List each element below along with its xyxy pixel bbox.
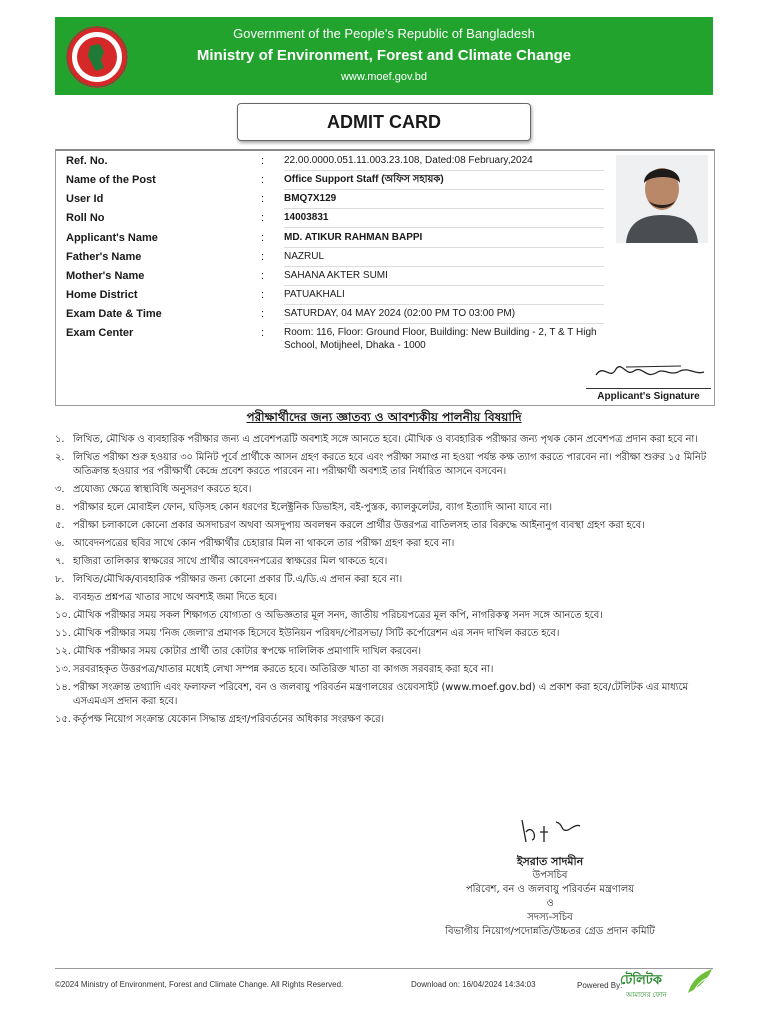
colon: : bbox=[261, 270, 265, 282]
rules-heading: পরীক্ষার্থীদের জন্য জ্ঞাতব্য ও আবশ্যকীয় পালনীয় বিষয়াদি bbox=[246, 410, 522, 424]
info-value: SATURDAY, 04 MAY 2024 (02:00 PM TO 03:00 PM) bbox=[284, 307, 604, 324]
rule-number: ৯. bbox=[55, 592, 65, 603]
info-label: Applicant's Name bbox=[66, 232, 158, 244]
rule-text: প্রযোজ্য ক্ষেত্রে স্বাস্থ্যবিধি অনুসরণ করতে হবে। bbox=[73, 484, 252, 495]
info-value: PATUAKHALI bbox=[284, 288, 604, 305]
info-row-home-district bbox=[56, 285, 609, 304]
officer-name: ইসরাত সাদমীন bbox=[516, 855, 584, 868]
teletalk-leaf-icon bbox=[686, 965, 714, 995]
footer-download-time: Download on: 16/04/2024 14:34:03 bbox=[411, 980, 536, 989]
rule-item bbox=[55, 713, 717, 727]
rule-text: মৌখিক পরীক্ষার সময় কোটার প্রার্থী তার কোটার স্বপক্ষে দালিলিক প্রমাণাদি দাখিল করবেন। bbox=[73, 646, 421, 657]
info-row-ref-no bbox=[56, 151, 609, 170]
rules-list bbox=[55, 433, 717, 731]
rule-text: পরীক্ষা সংক্রান্ত তথ্যাদি এবং ফলাফল পরিবেশ, বন ও জলবায়ু পরিবর্তন মন্ত্রণালয়ের ওয়েবসাইট (www.moef.gov.bd) এ প্রকাশ করা হবে/টেলিটক এর মাধ্যমে এসএমএস প্রদান করা হবে। bbox=[73, 682, 688, 707]
rule-number: ১০. bbox=[55, 610, 71, 621]
info-row-post bbox=[56, 170, 609, 189]
info-value: 14003831 bbox=[284, 211, 604, 228]
colon: : bbox=[261, 193, 265, 205]
rule-item bbox=[55, 555, 717, 569]
info-row-user-id bbox=[56, 189, 609, 208]
officer-role: সদস্য-সচিব bbox=[527, 912, 573, 923]
officer-ministry: পরিবেশ, বন ও জলবায়ু পরিবর্তন মন্ত্রণালয় bbox=[465, 884, 635, 895]
rule-number: ১৩. bbox=[55, 664, 71, 675]
colon: : bbox=[261, 308, 265, 320]
rule-number: ১৫. bbox=[55, 714, 71, 725]
info-row-exam-date bbox=[56, 304, 609, 323]
rule-text: লিখিত/মৌখিক/ব্যবহারিক পরীক্ষার জন্য কোনো প্রকার টি.এ/ডি.এ প্রদান করা হবে না। bbox=[73, 574, 403, 585]
officer-designation: উপসচিব bbox=[532, 870, 568, 881]
rule-text: লিখিত পরীক্ষা শুরু হওয়ার ৩০ মিনিট পূর্বে প্রার্থীকে আসন গ্রহণ করতে হবে এবং পরীক্ষা সমাপ্ত না হওয়া পর্যন্ত কক্ষ ত্যাগ করতে পারবেন না। পরীক্ষা শুরুর ১৫ মিনিট অতিক্রান্ত হওয়ার পর পরীক্ষার্থী কেন্দ্রে প্রবেশ করতে পারবেন না। পরীক্ষার্থী অবশ্যই তার নির্ধারিত আসনে বসবেন। bbox=[73, 452, 707, 477]
footer-powered-by: Powered By: bbox=[577, 981, 623, 990]
website-link[interactable]: www.moef.gov.bd bbox=[340, 71, 427, 83]
colon: : bbox=[261, 327, 265, 339]
info-label: Exam Center bbox=[66, 327, 134, 339]
info-value: NAZRUL bbox=[284, 250, 604, 267]
rule-text: পরীক্ষার হলে মোবাইল ফোন, ঘড়িসহ কোন ধরণের ইলেক্ট্রনিক ডিভাইস, বই-পুস্তক, ক্যালকুলেটর, ব্যাগ ইত্যাদি আনা যাবে না। bbox=[73, 502, 552, 513]
info-row-applicant-name bbox=[56, 228, 609, 247]
footer-copyright: ©2024 Ministry of Environment, Forest and Climate Change. All Rights Reserved. bbox=[55, 980, 344, 989]
colon: : bbox=[261, 155, 265, 167]
rule-text: কর্তৃপক্ষ নিয়োগ সংক্রান্ত যেকোন সিদ্ধান্ত গ্রহণ/পরিবর্তনের অধিকার সংরক্ষণ করে। bbox=[73, 714, 384, 725]
rule-item bbox=[55, 519, 717, 533]
rule-item bbox=[55, 681, 717, 709]
info-label: Roll No bbox=[66, 212, 105, 224]
rule-item bbox=[55, 609, 717, 623]
info-label: User Id bbox=[66, 193, 104, 205]
ministry-name: Ministry of Environment, Forest and Climate Change bbox=[196, 47, 572, 64]
applicant-photo bbox=[616, 155, 708, 243]
rule-item bbox=[55, 573, 717, 587]
rule-text: ব্যবহৃত প্রশ্নপত্র খাতার সাথে অবশ্যই জমা দিতে হবে। bbox=[73, 592, 277, 603]
rule-item bbox=[55, 501, 717, 515]
rule-item bbox=[55, 483, 717, 497]
rule-item bbox=[55, 451, 717, 479]
info-row-roll-no bbox=[56, 208, 609, 227]
rule-text: পরীক্ষা চলাকালে কোনো প্রকার অসদাচরণ অথবা অসদুপায় অবলম্বন করলে প্রার্থীর উত্তরপত্র বাতিলসহ তার বিরুদ্ধে আইনানুগ ব্যবস্থা গ্রহণ করা হবে। bbox=[73, 520, 645, 531]
applicant-signature-label: Applicant's Signature bbox=[586, 388, 711, 402]
rule-text: মৌখিক পরীক্ষার সময় সকল শিক্ষাগত যোগ্যতা ও অভিজ্ঞতার মূল সনদ, জাতীয় পরিচয়পত্রের মূল কপি, নাগরিকত্ব সনদ সঙ্গে আনতে হবে। bbox=[73, 610, 603, 621]
header-banner bbox=[55, 17, 713, 95]
rule-number: ৭. bbox=[55, 556, 65, 567]
info-label: Home District bbox=[66, 289, 138, 301]
teletalk-tagline: আমাদের ফোন bbox=[626, 992, 667, 999]
info-label: Mother's Name bbox=[66, 270, 145, 282]
info-value: SAHANA AKTER SUMI bbox=[284, 269, 604, 286]
rule-number: ৩. bbox=[55, 484, 65, 495]
info-value: BMQ7X129 bbox=[284, 192, 604, 209]
rule-number: ৫. bbox=[55, 520, 65, 531]
info-label: Ref. No. bbox=[66, 155, 108, 167]
applicant-info-box bbox=[55, 149, 715, 406]
footer bbox=[55, 968, 713, 999]
rule-item bbox=[55, 591, 717, 605]
colon: : bbox=[261, 289, 265, 301]
teletalk-name: টেলিটক bbox=[620, 972, 662, 987]
info-value: 22.00.0000.051.11.003.23.108, Dated:08 February,2024 bbox=[284, 154, 604, 171]
rule-text: হাজিরা তালিকার স্বাক্ষরের সাথে প্রার্থীর আবেদনপত্রের স্বাক্ষরের মিল থাকতে হবে। bbox=[73, 556, 388, 567]
rule-number: ১৪. bbox=[55, 682, 71, 693]
rule-text: মৌখিক পরীক্ষার সময় 'নিজ জেলা'র প্রমাণক হিসেবে ইউনিয়ন পরিষদ/পৌরসভা/ সিটি কর্পোরেশন এর সনদ দাখিল করতে হবে। bbox=[73, 628, 560, 639]
applicant-signature-image bbox=[586, 355, 711, 387]
officer-signature-block bbox=[420, 814, 680, 939]
admit-card-title: ADMIT CARD bbox=[237, 103, 531, 141]
rule-number: ৮. bbox=[55, 574, 65, 585]
government-line: Government of the People's Republic of Bangladesh bbox=[233, 26, 535, 41]
rule-number: ৪. bbox=[55, 502, 65, 513]
rule-item bbox=[55, 433, 717, 447]
info-label: Name of the Post bbox=[66, 174, 156, 186]
colon: : bbox=[261, 174, 265, 186]
colon: : bbox=[261, 212, 265, 224]
rule-number: ১২. bbox=[55, 646, 71, 657]
rule-number: ১. bbox=[55, 434, 65, 445]
info-label: Exam Date & Time bbox=[66, 308, 162, 320]
colon: : bbox=[261, 251, 265, 263]
rule-item bbox=[55, 627, 717, 641]
rule-number: ১১. bbox=[55, 628, 71, 639]
info-row-mother-name bbox=[56, 266, 609, 285]
rule-text: লিখিত, মৌখিক ও ব্যবহারিক পরীক্ষার জন্য এ প্রবেশপত্রটি অবশ্যই সঙ্গে আনতে হবে। মৌখিক ও ব্যবহারিক পরীক্ষার জন্য পৃথক কোন প্রবেশপত্র প্রদান করা হবে না। bbox=[73, 434, 698, 445]
officer-conjunction: ও bbox=[546, 898, 554, 909]
rule-number: ২. bbox=[55, 452, 65, 463]
officer-committee: বিভাগীয় নিয়োগ/পদোন্নতি/উচ্চতর গ্রেড প্রদান কমিটি bbox=[445, 926, 655, 937]
info-value: MD. ATIKUR RAHMAN BAPPI bbox=[284, 231, 604, 248]
rule-item bbox=[55, 537, 717, 551]
applicant-signature-area bbox=[586, 355, 711, 403]
rule-item bbox=[55, 663, 717, 677]
teletalk-logo bbox=[620, 965, 715, 1003]
info-row-exam-center bbox=[56, 323, 609, 357]
info-value: Room: 116, Floor: Ground Floor, Building: New Building - 2, T & T High School, Motijheel, Dhaka - 1000 bbox=[284, 327, 597, 351]
rule-item bbox=[55, 645, 717, 659]
colon: : bbox=[261, 232, 265, 244]
rule-text: আবেদনপত্রের ছবির সাথে কোন পরীক্ষার্থীর চেহারার মিল না থাকলে তার পরীক্ষা গ্রহণ করা হবে না। bbox=[73, 538, 455, 549]
rule-text: সরবরাহকৃত উত্তরপত্র/খাতার মধ্যেই লেখা সম্পন্ন করতে হবে। অতিরিক্ত খাতা বা কাগজ সরবরাহ করা হবে না। bbox=[73, 664, 494, 675]
rule-number: ৬. bbox=[55, 538, 65, 549]
officer-signature-image bbox=[510, 814, 590, 850]
info-label: Father's Name bbox=[66, 251, 142, 263]
info-row-father-name bbox=[56, 247, 609, 266]
info-value: Office Support Staff (অফিস সহায়ক) bbox=[284, 173, 604, 190]
